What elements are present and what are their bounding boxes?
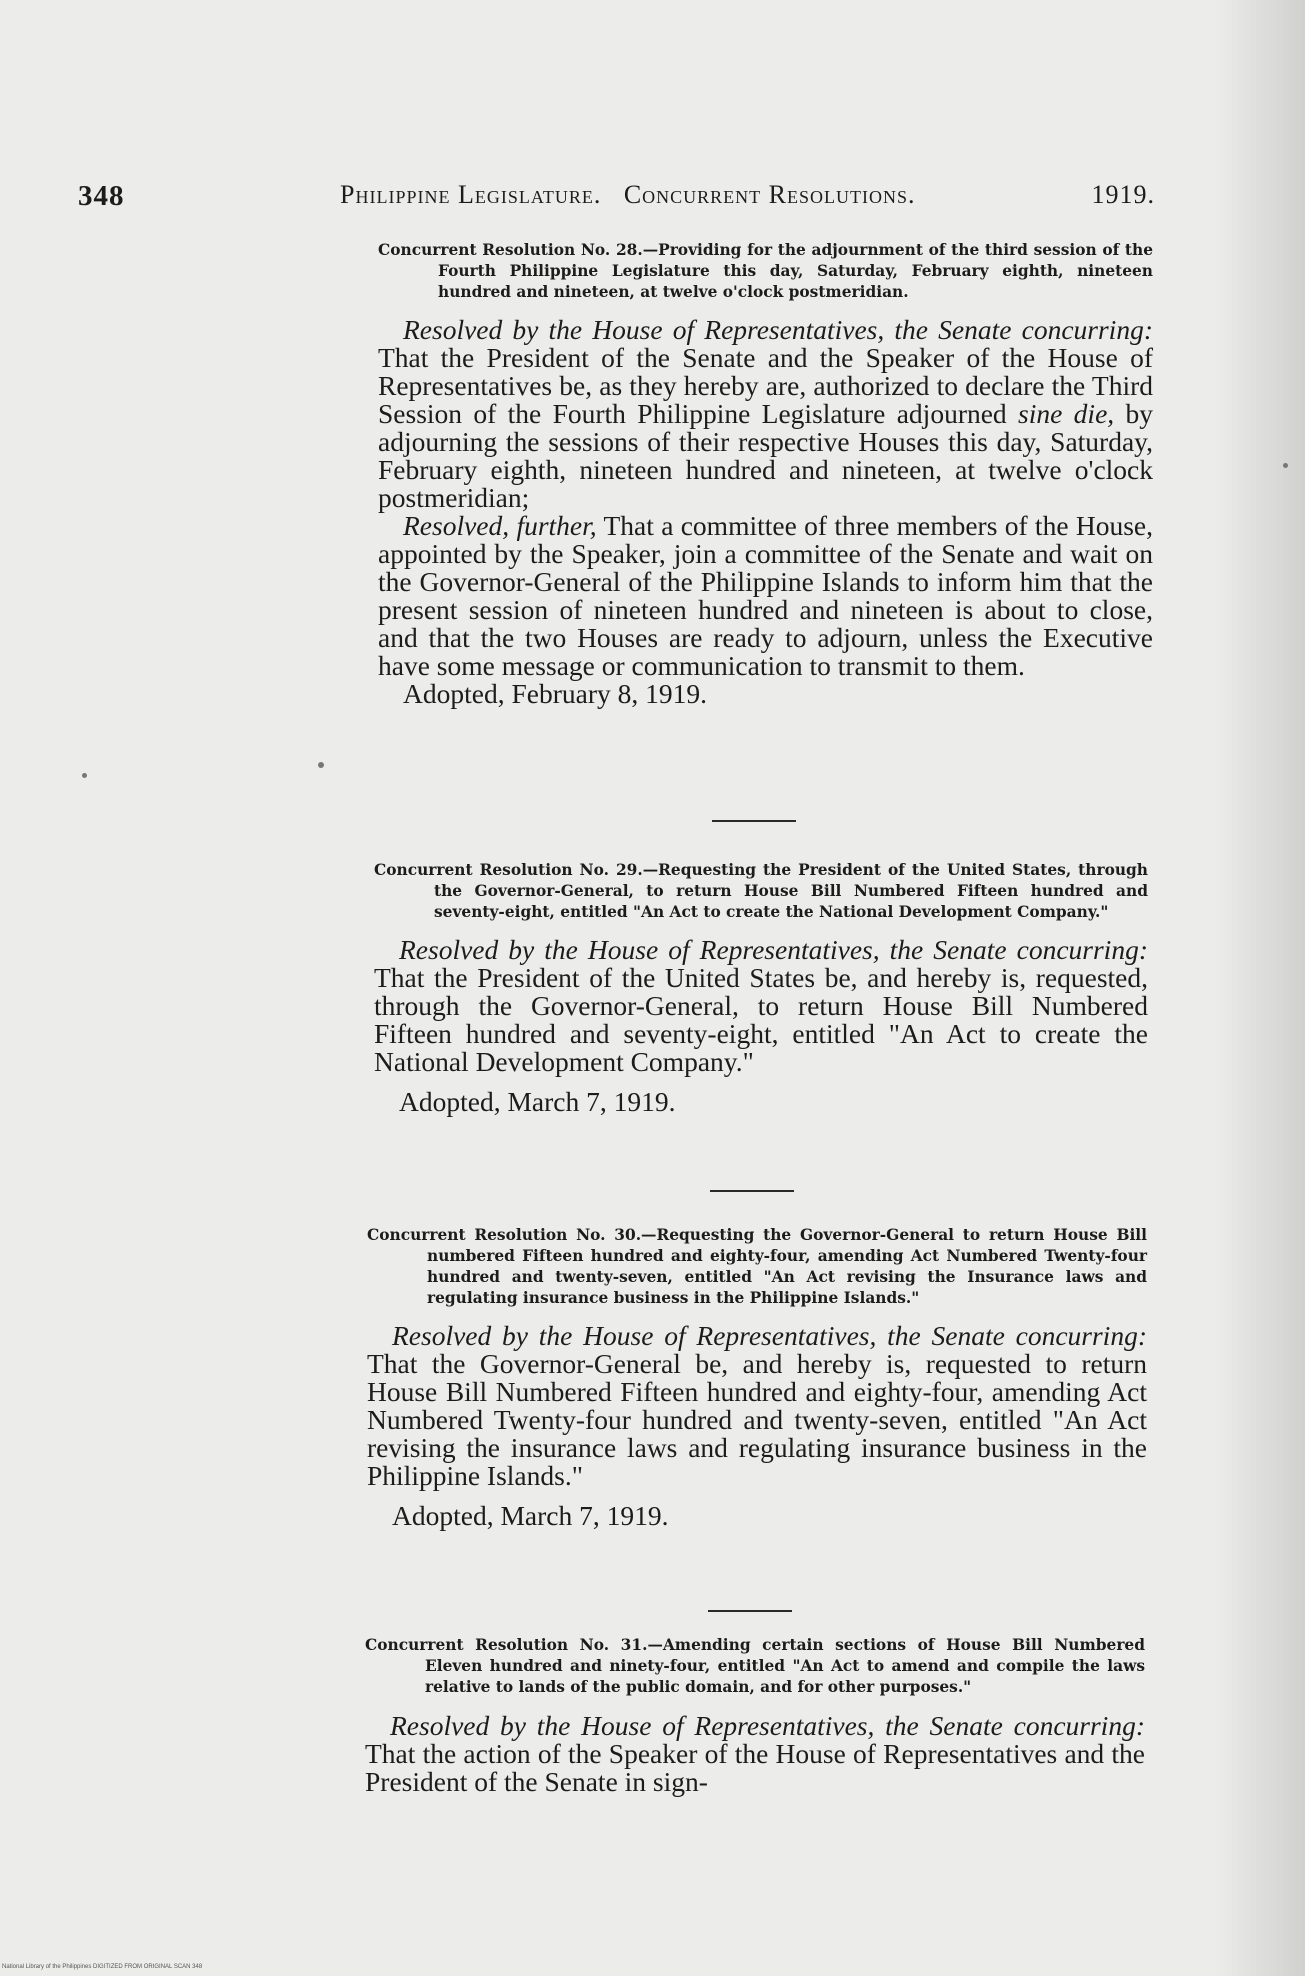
- resolution-text: That the President of the Senate and the Speaker of the House of Representatives be, as they hereby are, authorized to declare the Third Session of the Fourth Philippine Legislature adjourned: [378, 342, 1153, 429]
- resolution-heading: Concurrent Resolution No. 28.—Providing for the adjournment of the third session of the Fourth Philippine Legislature this day, Saturday, February eighth, nineteen hundred and nineteen, at twelve o'clock postmeridian.: [378, 241, 1153, 301]
- adopted-date: Adopted, February 8, 1919.: [403, 678, 707, 709]
- resolution-paragraph: [374, 936, 1148, 1076]
- resolution-text: by adjourning the sessions of their respective Houses this day, Saturday, February eighth, nineteen hundred and nineteen, at twelve o'clock postmeridian;: [378, 398, 1154, 513]
- resolved-clause: Resolved by the House of Representatives, the Senate concurring:: [403, 314, 1153, 345]
- resolution-31: [365, 1635, 1145, 1796]
- section-divider: [710, 1190, 794, 1192]
- resolution-text: That the action of the Speaker of the House of Representatives and the President of the Senate in sign-: [365, 1738, 1145, 1797]
- resolved-further-clause: Resolved, further,: [403, 510, 597, 541]
- resolution-paragraph: [367, 1322, 1147, 1490]
- running-head-legislature: Philippine Legislature.: [340, 180, 602, 209]
- resolution-text: That a committee of three members of the House, appointed by the Speaker, join a committee of the Senate and wait on the Governor-General of the Philippine Islands to inform him that the present session of nineteen hundred and nineteen is about to close, and that the two Houses are ready to adjourn, unless the Executive have some message or communication to transmit to them.: [378, 510, 1153, 681]
- resolution-30: [367, 1225, 1147, 1530]
- running-head-year: 1919.: [1091, 180, 1155, 209]
- resolution-paragraph: [378, 316, 1153, 512]
- page-edge-shadow: [1215, 0, 1305, 1976]
- page-number: 348: [78, 180, 125, 212]
- resolution-text: That the Governor-General be, and hereby is, requested to return House Bill Numbered Fifteen hundred and eighty-four, amending Act Numbered Twenty-four hundred and twenty-seven, entitled "An Act revising the insurance laws and regulating insurance business in the Philippine Islands.": [367, 1348, 1147, 1491]
- resolution-28: [378, 240, 1153, 708]
- adopted-date: Adopted, March 7, 1919.: [399, 1086, 676, 1117]
- resolution-heading: Concurrent Resolution No. 29.—Requesting the President of the United States, through the Governor-General, to return House Bill Numbered Fifteen hundred and seventy-eight, entitled "An Act to create the National Development Company.": [374, 861, 1148, 921]
- scan-speck: [318, 762, 324, 768]
- resolution-text: That the President of the United States be, and hereby is, requested, through the Governor-General, to return House Bill Numbered Fifteen hundred and seventy-eight, entitled "An Act to create the National Development Company.": [374, 962, 1148, 1077]
- resolution-heading: Concurrent Resolution No. 31.—Amending certain sections of House Bill Numbered Eleven hundred and ninety-four, entitled "An Act to amend and compile the laws relative to lands of the public domain, and for other purposes.": [365, 1636, 1145, 1696]
- section-divider: [708, 1610, 792, 1612]
- resolution-paragraph: [365, 1712, 1145, 1796]
- scan-speck: [1283, 463, 1288, 468]
- scan-footer: National Library of the Philippines DIGITIZED FROM ORIGINAL SCAN 348: [2, 1964, 203, 1970]
- resolved-clause: Resolved by the House of Representatives, the Senate concurring:: [390, 1710, 1145, 1741]
- running-head: [340, 180, 1155, 210]
- adopted-date: Adopted, March 7, 1919.: [392, 1500, 669, 1531]
- resolution-paragraph: [378, 512, 1153, 680]
- running-head-section: Concurrent Resolutions.: [623, 180, 916, 209]
- resolution-29: [374, 860, 1148, 1116]
- resolved-clause: Resolved by the House of Representatives, the Senate concurring:: [399, 934, 1148, 965]
- resolution-heading: Concurrent Resolution No. 30.—Requesting the Governor-General to return House Bill numbered Fifteen hundred and eighty-four, amending Act Numbered Twenty-four hundred and twenty-seven, entitled "An Act revising the Insurance laws and regulating insurance business in the Philippine Islands.": [367, 1226, 1147, 1307]
- scan-speck: [82, 773, 87, 778]
- resolved-clause: Resolved by the House of Representatives, the Senate concurring:: [392, 1320, 1147, 1351]
- latin-phrase: sine die,: [1018, 398, 1115, 429]
- section-divider: [712, 820, 796, 822]
